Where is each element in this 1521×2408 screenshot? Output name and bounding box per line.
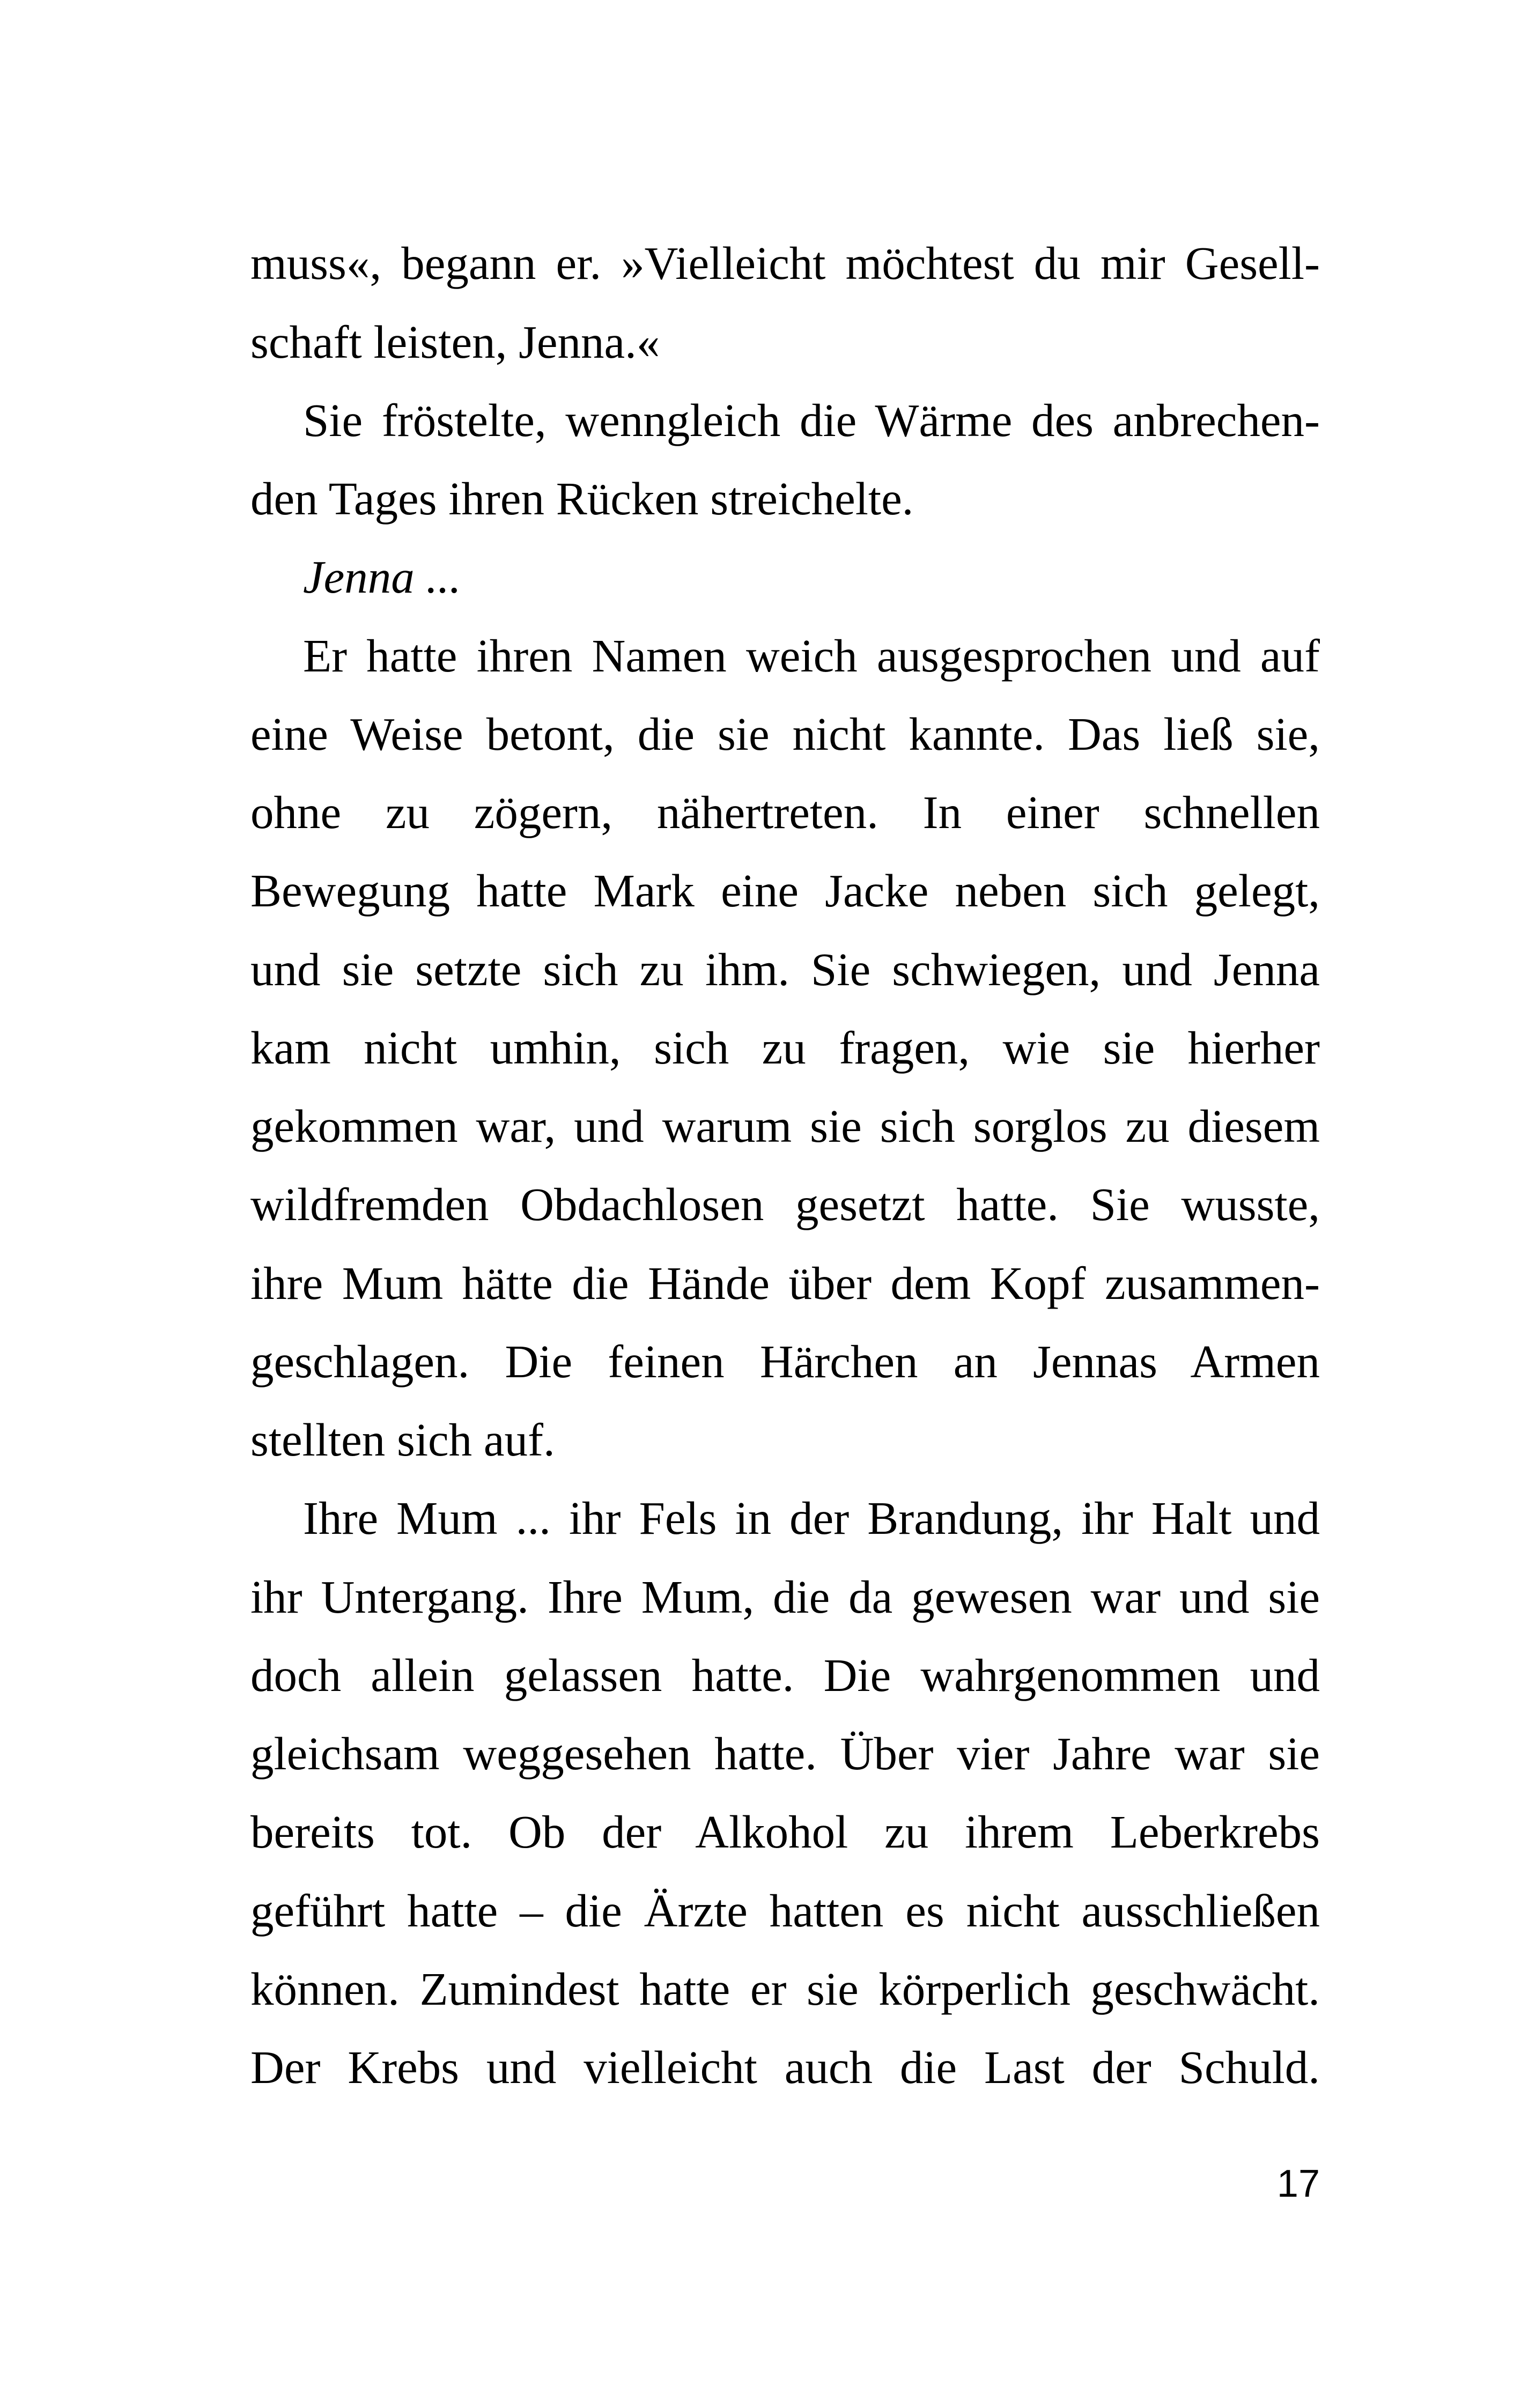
text-line: ihre Mum hätte die Hände über dem Kopf zusammen-: [250, 1257, 1320, 1309]
text-line: eine Weise betont, die sie nicht kannte. Das ließ sie,: [250, 708, 1320, 760]
text-line: ohne zu zögern, nähertreten. In einer schnellen: [250, 786, 1320, 838]
text-line: Er hatte ihren Namen weich ausgesprochen und auf: [303, 630, 1320, 682]
text-line: können. Zumindest hatte er sie körperlich geschwächt.: [250, 1963, 1320, 2015]
text-line: und sie setzte sich zu ihm. Sie schwiegen, und Jenna: [250, 943, 1320, 995]
text-line: wildfremden Obdachlosen gesetzt hatte. Sie wusste,: [250, 1178, 1320, 1230]
text-line: schaft leisten, Jenna.«: [250, 316, 660, 368]
text-line: bereits tot. Ob der Alkohol zu ihrem Leberkrebs: [250, 1806, 1320, 1858]
text-line: Jenna ...: [303, 551, 461, 603]
page-number: 17: [1276, 2162, 1320, 2205]
text-line: kam nicht umhin, sich zu fragen, wie sie hierher: [250, 1022, 1320, 1074]
text-line: geschlagen. Die feinen Härchen an Jennas Armen: [250, 1335, 1320, 1387]
text-line: Der Krebs und vielleicht auch die Last der Schuld.: [250, 2041, 1320, 2093]
text-line: doch allein gelassen hatte. Die wahrgenommen und: [250, 1649, 1320, 1701]
text-line: Sie fröstelte, wenngleich die Wärme des anbrechen-: [303, 394, 1320, 446]
text-line: muss«, begann er. »Vielleicht möchtest du mir Gesell-: [250, 237, 1320, 289]
text-line: Bewegung hatte Mark eine Jacke neben sich gelegt,: [250, 865, 1320, 917]
text-line: den Tages ihren Rücken streichelte.: [250, 472, 914, 525]
text-line: stellten sich auf.: [250, 1414, 555, 1466]
text-line: gleichsam weggesehen hatte. Über vier Jahre war sie: [250, 1727, 1320, 1779]
text-line: ihr Untergang. Ihre Mum, die da gewesen war und sie: [250, 1571, 1320, 1623]
text-line: gekommen war, und warum sie sich sorglos zu diesem: [250, 1100, 1320, 1152]
text-line: geführt hatte – die Ärzte hatten es nicht ausschließen: [250, 1885, 1320, 1937]
text-line: Ihre Mum ... ihr Fels in der Brandung, ihr Halt und: [303, 1492, 1320, 1544]
